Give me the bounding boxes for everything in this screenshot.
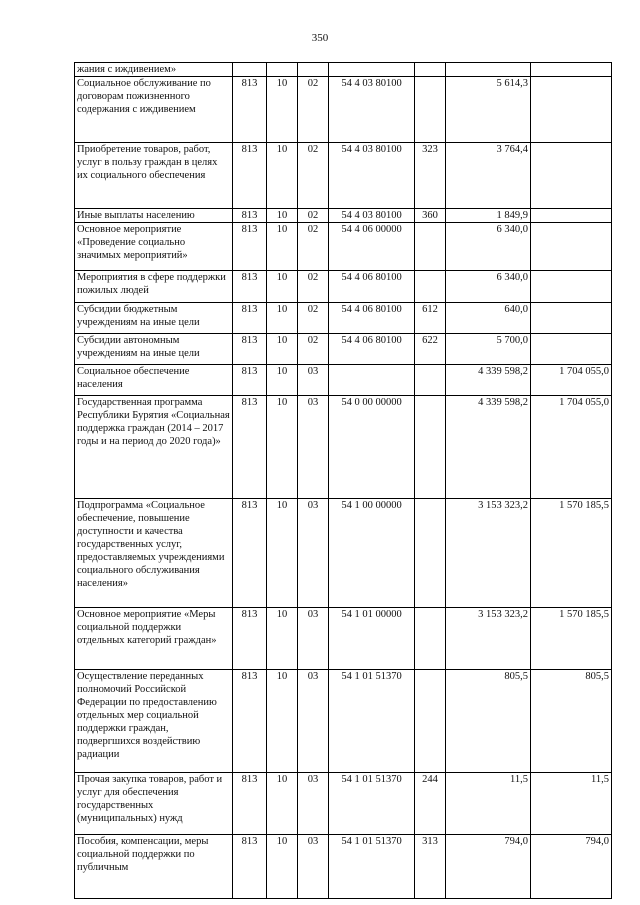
expense-type-cell <box>415 63 446 77</box>
item-name-cell: Социальное обеспечение населения <box>75 365 233 396</box>
ministry-code-cell: 813 <box>233 303 267 334</box>
item-name-cell: Субсидии автономным учреждениям на иные цели <box>75 334 233 365</box>
expense-type-cell <box>415 670 446 773</box>
item-name-cell: Субсидии бюджетным учреждениям на иные цели <box>75 303 233 334</box>
amount-federal-cell: 794,0 <box>531 835 612 899</box>
section-code-cell: 10 <box>267 499 298 608</box>
section-code-cell: 10 <box>267 223 298 271</box>
section-code-cell: 10 <box>267 608 298 670</box>
amount-federal-cell <box>531 209 612 223</box>
section-code-cell: 10 <box>267 396 298 499</box>
table-row <box>75 209 612 223</box>
ministry-code-cell: 813 <box>233 773 267 835</box>
target-article-cell: 54 1 01 51370 <box>329 670 415 773</box>
subsection-code-cell: 03 <box>298 499 329 608</box>
ministry-code-cell: 813 <box>233 396 267 499</box>
ministry-code-cell: 813 <box>233 271 267 303</box>
item-name-cell: Основное мероприятие «Проведение социально значимых мероприятий» <box>75 223 233 271</box>
target-article-cell: 54 4 03 80100 <box>329 77 415 143</box>
section-code-cell: 10 <box>267 271 298 303</box>
target-article-cell: 54 4 06 00000 <box>329 223 415 271</box>
item-name-cell: Прочая закупка товаров, работ и услуг для обеспечения государственных (муниципальных) нужд <box>75 773 233 835</box>
section-code-cell: 10 <box>267 773 298 835</box>
ministry-code-cell: 813 <box>233 223 267 271</box>
table-row <box>75 303 612 334</box>
item-name-cell: Приобретение товаров, работ, услуг в пользу граждан в целях их социального обеспечения <box>75 143 233 209</box>
table-row <box>75 223 612 271</box>
table-row <box>75 63 612 77</box>
amount-total-cell: 4 339 598,2 <box>446 396 531 499</box>
expense-type-cell <box>415 365 446 396</box>
target-article-cell: 54 4 03 80100 <box>329 143 415 209</box>
amount-total-cell: 6 340,0 <box>446 223 531 271</box>
item-name-cell: Осуществление переданных полномочий Российской Федерации по предоставлению отдельных мер социальной поддержки граждан, подвергшихся воздействию радиации <box>75 670 233 773</box>
expense-type-cell: 612 <box>415 303 446 334</box>
amount-total-cell: 3 764,4 <box>446 143 531 209</box>
target-article-cell: 54 4 06 80100 <box>329 303 415 334</box>
table-row <box>75 271 612 303</box>
amount-federal-cell <box>531 77 612 143</box>
expense-type-cell <box>415 223 446 271</box>
table-row <box>75 608 612 670</box>
amount-total-cell: 1 849,9 <box>446 209 531 223</box>
item-name-cell: Пособия, компенсации, меры социальной поддержки по публичным <box>75 835 233 899</box>
section-code-cell: 10 <box>267 365 298 396</box>
amount-federal-cell <box>531 63 612 77</box>
section-code-cell: 10 <box>267 143 298 209</box>
amount-federal-cell: 1 570 185,5 <box>531 608 612 670</box>
amount-federal-cell: 1 570 185,5 <box>531 499 612 608</box>
amount-total-cell: 6 340,0 <box>446 271 531 303</box>
subsection-code-cell: 02 <box>298 334 329 365</box>
subsection-code-cell: 03 <box>298 835 329 899</box>
item-name-cell: Государственная программа Республики Бурятия «Социальная поддержка граждан (2014 – 2017 годы и на период до 2020 года)» <box>75 396 233 499</box>
table-row <box>75 670 612 773</box>
amount-federal-cell: 1 704 055,0 <box>531 396 612 499</box>
amount-federal-cell: 805,5 <box>531 670 612 773</box>
amount-federal-cell <box>531 143 612 209</box>
amount-federal-cell: 1 704 055,0 <box>531 365 612 396</box>
expense-type-cell: 622 <box>415 334 446 365</box>
budget-table <box>74 62 612 899</box>
amount-federal-cell <box>531 223 612 271</box>
amount-total-cell: 3 153 323,2 <box>446 608 531 670</box>
amount-total-cell: 11,5 <box>446 773 531 835</box>
subsection-code-cell: 03 <box>298 396 329 499</box>
target-article-cell: 54 4 06 80100 <box>329 271 415 303</box>
target-article-cell: 54 1 01 51370 <box>329 773 415 835</box>
ministry-code-cell: 813 <box>233 835 267 899</box>
table-row <box>75 143 612 209</box>
expense-type-cell <box>415 77 446 143</box>
amount-total-cell: 805,5 <box>446 670 531 773</box>
amount-federal-cell: 11,5 <box>531 773 612 835</box>
ministry-code-cell: 813 <box>233 334 267 365</box>
target-article-cell <box>329 63 415 77</box>
subsection-code-cell: 03 <box>298 365 329 396</box>
subsection-code-cell: 02 <box>298 303 329 334</box>
table-row <box>75 77 612 143</box>
section-code-cell: 10 <box>267 209 298 223</box>
amount-total-cell: 3 153 323,2 <box>446 499 531 608</box>
item-name-cell: Социальное обслуживание по договорам пожизненного содержания с иждивением <box>75 77 233 143</box>
target-article-cell: 54 1 01 00000 <box>329 608 415 670</box>
target-article-cell: 54 0 00 00000 <box>329 396 415 499</box>
target-article-cell: 54 4 06 80100 <box>329 334 415 365</box>
table-row <box>75 334 612 365</box>
table-body <box>75 63 612 899</box>
expense-type-cell: 244 <box>415 773 446 835</box>
amount-total-cell: 5 614,3 <box>446 77 531 143</box>
subsection-code-cell <box>298 63 329 77</box>
section-code-cell: 10 <box>267 835 298 899</box>
expense-type-cell: 313 <box>415 835 446 899</box>
subsection-code-cell: 02 <box>298 209 329 223</box>
ministry-code-cell <box>233 63 267 77</box>
item-name-cell: жания с иждивением» <box>75 63 233 77</box>
table-row <box>75 773 612 835</box>
amount-total-cell <box>446 63 531 77</box>
table-row <box>75 835 612 899</box>
table-row <box>75 396 612 499</box>
expense-type-cell <box>415 396 446 499</box>
section-code-cell: 10 <box>267 670 298 773</box>
subsection-code-cell: 03 <box>298 608 329 670</box>
item-name-cell: Иные выплаты населению <box>75 209 233 223</box>
section-code-cell: 10 <box>267 334 298 365</box>
expense-type-cell <box>415 608 446 670</box>
amount-total-cell: 794,0 <box>446 835 531 899</box>
item-name-cell: Мероприятия в сфере поддержки пожилых людей <box>75 271 233 303</box>
amount-total-cell: 4 339 598,2 <box>446 365 531 396</box>
amount-federal-cell <box>531 271 612 303</box>
subsection-code-cell: 03 <box>298 670 329 773</box>
expense-type-cell: 360 <box>415 209 446 223</box>
item-name-cell: Основное мероприятие «Меры социальной поддержки отдельных категорий граждан» <box>75 608 233 670</box>
target-article-cell: 54 4 03 80100 <box>329 209 415 223</box>
amount-federal-cell <box>531 303 612 334</box>
amount-total-cell: 640,0 <box>446 303 531 334</box>
expense-type-cell: 323 <box>415 143 446 209</box>
section-code-cell: 10 <box>267 303 298 334</box>
section-code-cell <box>267 63 298 77</box>
ministry-code-cell: 813 <box>233 670 267 773</box>
expense-type-cell <box>415 271 446 303</box>
amount-federal-cell <box>531 334 612 365</box>
page-number: 350 <box>311 32 329 44</box>
section-code-cell: 10 <box>267 77 298 143</box>
target-article-cell <box>329 365 415 396</box>
subsection-code-cell: 02 <box>298 223 329 271</box>
table-row <box>75 499 612 608</box>
amount-total-cell: 5 700,0 <box>446 334 531 365</box>
table-row <box>75 365 612 396</box>
subsection-code-cell: 02 <box>298 143 329 209</box>
expense-type-cell <box>415 499 446 608</box>
target-article-cell: 54 1 00 00000 <box>329 499 415 608</box>
subsection-code-cell: 02 <box>298 271 329 303</box>
subsection-code-cell: 03 <box>298 773 329 835</box>
ministry-code-cell: 813 <box>233 209 267 223</box>
ministry-code-cell: 813 <box>233 143 267 209</box>
ministry-code-cell: 813 <box>233 77 267 143</box>
ministry-code-cell: 813 <box>233 608 267 670</box>
subsection-code-cell: 02 <box>298 77 329 143</box>
item-name-cell: Подпрограмма «Социальное обеспечение, повышение доступности и качества государственных услуг, предоставляемых учреждениями социального обслуживания населения» <box>75 499 233 608</box>
target-article-cell: 54 1 01 51370 <box>329 835 415 899</box>
ministry-code-cell: 813 <box>233 365 267 396</box>
ministry-code-cell: 813 <box>233 499 267 608</box>
